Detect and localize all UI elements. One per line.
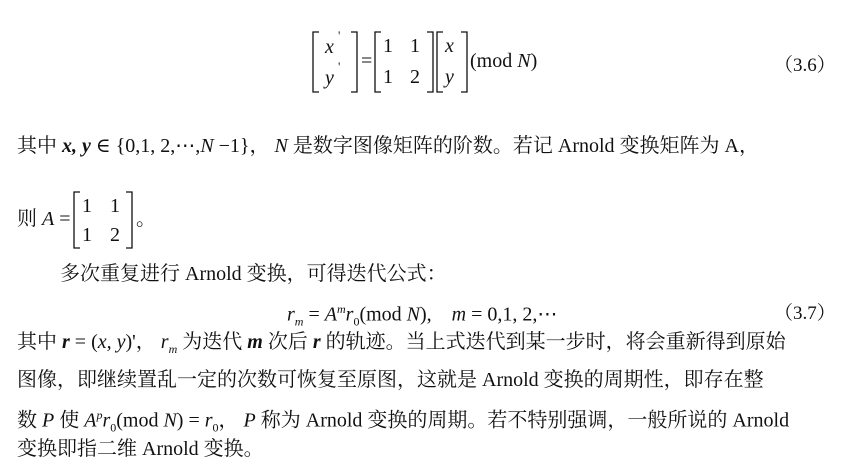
eq36-m12: 1 <box>410 35 420 57</box>
eq36-N: N <box>517 50 531 72</box>
eq36-m22: 2 <box>410 66 420 88</box>
equation-3-7: $r_m = A^mr_0(mod$ N), m = 0,1, 2,⋯ <box>287 302 558 329</box>
paragraph-4: 其中 r = (x, y)'， $r_m$ 为迭代 m 次后 r 的轨迹。当上式迭代到某一步时，将会重新得到原始 <box>17 331 786 356</box>
eq36-x: x <box>325 36 334 58</box>
eq36-m11: 1 <box>383 35 393 57</box>
paragraph-2-lead: 则 A = <box>17 208 71 230</box>
eq36-y-prime: ' <box>338 59 341 74</box>
eq36-mod: (mod <box>470 50 518 72</box>
paragraph-5: 图像，即继续置乱一定的次数可恢复至原图，这就是 Arnold 变换的周期性，即存在整 <box>17 369 764 391</box>
eq36-equals: = <box>361 50 373 72</box>
eq36-x-prime: ' <box>338 28 341 43</box>
svg-text:(mod N) <box>470 50 537 72</box>
equation-number-3-7: （3.7） <box>774 303 836 324</box>
paragraph-7: 变换即指二维 Arnold 变换。 <box>17 438 264 460</box>
matrix-A-m11: 1 <box>82 195 92 217</box>
matrix-A <box>72 188 142 252</box>
eq36-m21: 1 <box>383 66 393 88</box>
paragraph-2-end: 。 <box>136 208 156 230</box>
paragraph-3: 多次重复进行 Arnold 变换，可得迭代公式： <box>60 263 447 285</box>
eq36-close: ) <box>530 50 538 72</box>
eq36-y: y <box>325 67 334 89</box>
matrix-A-m12: 1 <box>110 195 120 217</box>
eq36-y2: y <box>445 66 454 88</box>
paragraph-6: 数 P 使 $A^pr_0(mod$ $N) = r_0$， P 称为 Arnold 变换的周期。若不特别强调，一般所说的 Arnold <box>17 408 790 435</box>
paragraph-1: 其中 x, y ∈ {0,1, 2,⋯,N −1}， N 是数字图像矩阵的阶数。若记 Arnold 变换矩阵为 A， <box>17 135 759 157</box>
matrix-A-m21: 1 <box>82 224 92 246</box>
equation-number-3-6: （3.6） <box>774 55 836 76</box>
matrix-A-m22: 2 <box>110 224 120 246</box>
eq36-x2: x <box>445 35 454 57</box>
equation-3-6 <box>305 20 555 100</box>
